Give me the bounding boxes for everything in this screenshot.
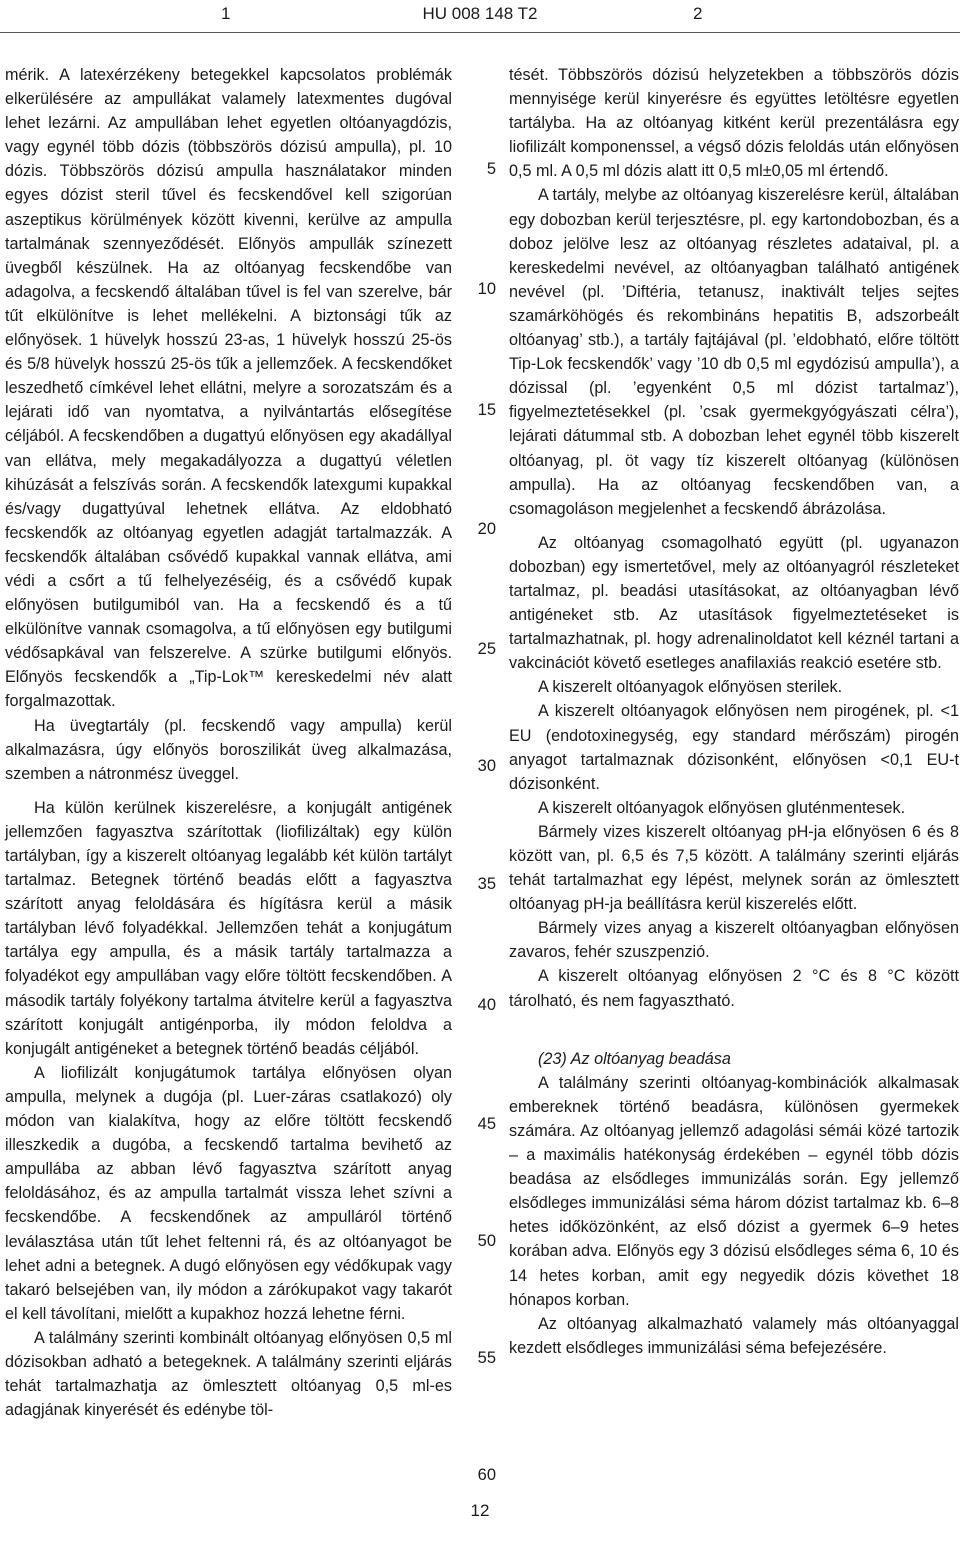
page-number-footer: 12 <box>470 1501 490 1520</box>
paragraph: Ha üvegtartály (pl. fecskendő vagy ampulla) kerül alkalmazásra, úgy előnyös boroszilikát üveg alkalmazása, szemben a nátronmész üveggel. <box>5 716 452 783</box>
page-header <box>0 0 960 40</box>
paragraph: Az oltóanyag csomagolható együtt (pl. ugyanazon dobozban) egy ismertetővel, mely az oltóanyagról részleteket tartalmaz, pl. beadási utasításokat, az oltóanyagban lévő antigéneket stb. Az utasítások figyelmeztetéseket is tartalmazhatnak, pl. hogy adrenalinoldatot kell kéznél tartani a vakcinációt követő esetleges anafilaxiás reakció esetére stb. <box>509 533 959 673</box>
paragraph: A kiszerelt oltóanyag előnyösen 2 °C és 8 °C között tárolható, és nem fagyasztható. <box>509 967 959 1010</box>
paragraph: Bármely vizes kiszerelt oltóanyag pH-ja előnyösen 6 és 8 között van, pl. 6,5 és 7,5 között. A találmány szerinti eljárás tehát tartalmazhat egy lépést, melynek során az ömlesztett oltóanyag pH-ja beállításra kerül kiszerelés előtt. <box>509 822 959 914</box>
paragraph: tését. Többszörös dózisú helyzetekben a többszörös dózis mennyisége kerül kinyerésre és együttes letöltésre egyetlen tartályba. Ha az oltóanyag kitként kerül prezentálásra egy liofilizált komponenssel, a végső dózis feloldás után előnyösen 0,5 ml. A 0,5 ml dózis alatt itt 0,5 ml±0,05 ml értendő. <box>509 66 959 181</box>
line-number: 20 <box>477 520 496 538</box>
paragraph: A találmány szerinti kombinált oltóanyag előnyösen 0,5 ml dózisokban adható a betegeknek. A találmány szerinti eljárás tehát tartalmazhatja az ömlesztett oltóanyag 0,5 ml-es adagjának kinyerését és edénybe töl- <box>5 1328 452 1420</box>
right-column <box>509 63 959 1360</box>
paragraph: mérik. A latexérzékeny betegekkel kapcsolatos problémák elkerülésére az ampullákat valamely latexmentes dugóval lehet lezárni. Az ampullában lehet egyetlen oltóanyagdózis, vagy egynél több dózis (többszörös dózisú ampulla), pl. 10 dózis. Többszörös dózisú ampulla használatakor minden egyes dózist steril tűvel és fecskendővel kell szigorúan aszeptikus körülmények között kivenni, kerülve az ampulla tartalmának szennyeződését. Előnyös ampullák színezett üvegből készülnek. Ha az oltóanyag fecskendőbe van adagolva, a fecskendő általában tűvel is fel van szerelve, bár tűt elkülönítve is lehet mellékelni. A biztonsági tűk az előnyösek. 1 hüvelyk hosszú 23-as, 1 hüvelyk hosszú 25-ös és 5/8 hüvelyk hosszú 25-ös tűk a jellemzőek. A fecskendőket leszedhető címkével lehet ellátni, melyre a sorozatszám és a lejárati idő van nyomtatva, a nyilvántartás elősegítése céljából. A fecskendőben a dugattyú előnyösen egy akadállyal van ellátva, mely megakadályozza a dugattyú véletlen kihúzását a felszívás során. A fecskendők latexgumi kupakkal és/vagy dugattyúval lehetnek ellátva. Az eldobható fecskendők az oltóanyag egyetlen adagját tartalmazzák. A fecskendők általában csővédő kupakkal vannak ellátva, ami védi a csőrt a tű felhelyezéséig, és a csővédő kupak előnyösen butilgumiból van. Ha a fecskendő és a tű elkülönítve vannak csomagolva, a tű előnyösen egy butilgumi védősapkával van felszerelve. A szürke butilgumi előnyös. Előnyös fecskendők a „Tip-Lok™ kereskedelmi név alatt forgalmazottak. <box>5 66 452 711</box>
paragraph: A kiszerelt oltóanyagok előnyösen gluténmentesek. <box>538 798 906 817</box>
paragraph: A találmány szerinti oltóanyag-kombinációk alkalmasak embereknek történő beadásra, különösen gyermekek számára. Az oltóanyag jellemző adagolási sémái közé tartozik – a maximális hatékonyság érdekében – egynél több dózis beadása az elsődleges immunizálás során. Egy jellemző elsődleges immunizálási séma három dózist tartalmaz kb. 6–8 hetes időközönként, az első dózist a gyermek 6–9 hetes korában adva. Előnyös egy 3 dózisú elsődleges séma 6, 10 és 14 hetes korban, amit egy negyedik dózis követhet 18 hónapos korban. <box>509 1073 959 1309</box>
paragraph: A tartály, melybe az oltóanyag kiszerelésre kerül, általában egy dobozban kerül terjesztésre, pl. egy kartondobozban, és a doboz jelölve lesz az oltóanyag részletes adataival, pl. a kereskedelmi nevével, az oltóanyagban található antigének nevével (pl. ’Diftéria, tetanusz, inaktivált teljes sejtes szamárköhögés és rekombináns hepatitis B, adszorbeált oltóanyag’ stb.), a tartály fajtájával (pl. ’eldobható, előre töltött Tip-Lok fecskendők’ vagy ’10 db 0,5 ml egydózisú ampulla’), a dózissal (pl. ’egyenként 0,5 ml dózist tartalmaz’), figyelmeztetésekkel (pl. ’csak gyermekgyógyászati célra’), lejárati dátummal stb. A dobozban lehet egynél több kiszerelt oltóanyag, pl. öt vagy tíz kiszerelt oltóanyag (különösen ampulla). Ha az oltóanyag fecskendőben van, a csomagoláson megjelenhet a fecskendő ábrázolása. <box>509 186 959 518</box>
paragraph: A kiszerelt oltóanyagok előnyösen sterilek. <box>538 678 843 697</box>
document-id: HU 008 148 T2 <box>422 4 538 23</box>
paragraph: Az oltóanyag alkalmazható valamely más oltóanyaggal kezdett elsődleges immunizálási séma befejezésére. <box>509 1314 959 1357</box>
line-number: 55 <box>477 1349 496 1367</box>
paragraph: A liofilizált konjugátumok tartálya előnyösen olyan ampulla, melynek a dugója (pl. Luer-záras csatlakozó) oly módon van kialakítva, hogy az előre töltött fecskendő illeszkedik a dugóba, a fecskendő tartalma bevihető az ampullába az abban lévő fagyasztva szárított anyag feloldásához, és az ampulla tartalmát vissza lehet szívni a fecskendőbe. A fecskendőnek az ampulláról történő leválasztása után tűt lehet feltenni rá, és az oltóanyagot be lehet adni a betegnek. A dugó előnyösen egy védőkupak vagy takaró belsejében van, ily módon a zárókupakot vagy takarót el kell távolítani, mielőtt a kupakhoz hozzá lehetne férni. <box>5 1063 452 1323</box>
line-number: 15 <box>477 401 496 419</box>
line-number: 45 <box>477 1115 496 1133</box>
paragraph: Bármely vizes anyag a kiszerelt oltóanyagban előnyösen zavaros, fehér szuszpenzió. <box>509 919 959 962</box>
line-number: 25 <box>477 640 496 658</box>
line-number: 10 <box>477 280 496 298</box>
line-number: 60 <box>477 1466 496 1484</box>
line-number: 35 <box>477 875 496 893</box>
line-number: 5 <box>486 160 496 178</box>
line-number: 30 <box>477 757 496 775</box>
line-number: 40 <box>477 996 496 1014</box>
section-heading: (23) Az oltóanyag beadása <box>538 1049 731 1068</box>
left-column <box>5 63 452 1422</box>
header-rule <box>0 32 960 33</box>
line-number: 50 <box>477 1232 496 1250</box>
paragraph: Ha külön kerülnek kiszerelésre, a konjugált antigének jellemzően fagyasztva szárítottak (liofilizáltak) egy külön tartályban, így a kiszerelt oltóanyag legalább két külön tartályt tartalmaz. Betegnek történő beadás előtt a fagyasztva szárított anyag feloldására és hígításra kerül a másik tartályban lévő folyadékkal. Jellemzően tehát a konjugátum tartálya egy ampulla, és a másik tartály tartalmazza a folyadékot egy ampullában vagy előre töltött fecskendőben. A második tartály folyékony tartalma átvitelre kerül a fagyasztva szárított konjugált antigénporba, ily módon feloldva a konjugált antigéneket a betegnek történő beadás céljából. <box>5 798 452 1058</box>
right-page-number: 2 <box>693 4 703 23</box>
paragraph: A kiszerelt oltóanyagok előnyösen nem pirogének, pl. <1 EU (endotoxinegység, egy standard mérőszám) pirogén anyagot tartalmaznak dózisonként, előnyösen <0,1 EU-t dózisonként. <box>509 702 959 793</box>
left-page-number: 1 <box>221 4 231 23</box>
